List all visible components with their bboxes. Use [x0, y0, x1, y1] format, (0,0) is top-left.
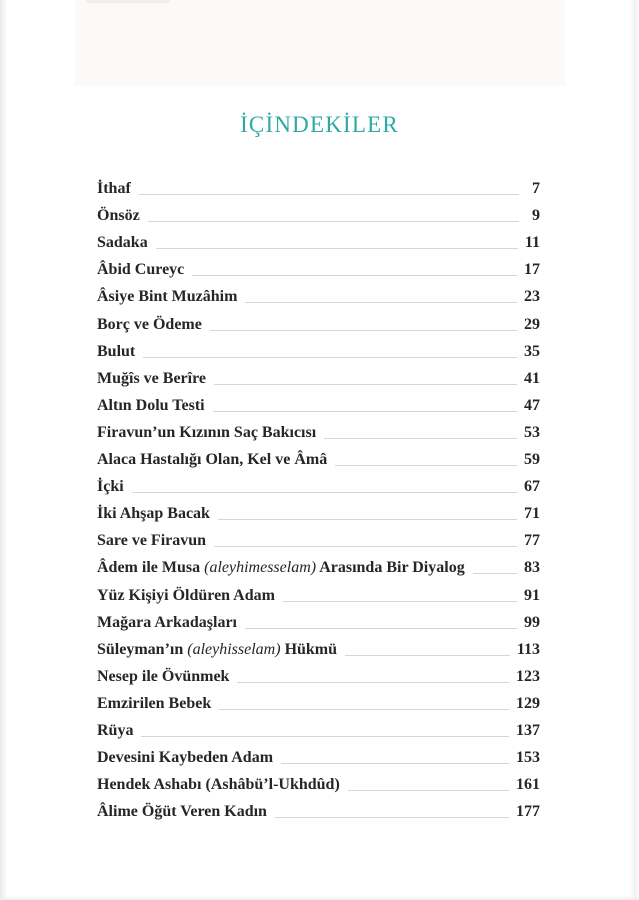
toc-leader-line — [132, 492, 517, 493]
toc-entry[interactable] — [97, 524, 540, 551]
toc-entry[interactable] — [97, 470, 540, 497]
toc-entry-title: Sadaka — [97, 234, 148, 252]
toc-page-number: 77 — [524, 532, 540, 550]
toc-entry[interactable] — [97, 497, 540, 524]
toc-page-number: 7 — [532, 180, 540, 198]
toc-entry-title: Hendek Ashabı (Ashâbü’l-Ukhdûd) — [97, 776, 340, 794]
toc-entry[interactable] — [97, 362, 540, 389]
toc-entry-title: Firavun’un Kızının Saç Bakıcısı — [97, 423, 317, 441]
toc-leader-line — [348, 790, 509, 791]
toc-page-number: 17 — [524, 261, 540, 279]
toc-page-number: 161 — [516, 776, 540, 794]
toc-page-number: 11 — [524, 234, 540, 252]
toc-entry[interactable] — [97, 416, 540, 443]
toc-entry-title: İçki — [97, 478, 124, 496]
toc-entry[interactable] — [97, 389, 540, 416]
toc-leader-line — [148, 221, 519, 222]
toc-entry-title: Borç ve Ödeme — [97, 315, 202, 333]
toc-leader-line — [210, 330, 517, 331]
toc-leader-line — [275, 817, 509, 818]
toc-entry[interactable] — [97, 578, 540, 605]
toc-entry-title: Âdem ile Musa (aleyhimesselam) Arasında Bir Diyalog — [97, 559, 465, 577]
toc-leader-line — [245, 302, 517, 303]
toc-entry-title: Bulut — [97, 342, 136, 360]
toc-entry[interactable] — [97, 307, 540, 334]
toc-leader-line — [345, 655, 510, 656]
toc-entry-title: Altın Dolu Testi — [97, 396, 205, 414]
toc-entry[interactable] — [97, 660, 540, 687]
toc-leader-line — [213, 411, 517, 412]
toc-leader-line — [324, 438, 517, 439]
toc-page-number: 83 — [524, 559, 540, 577]
toc-leader-line — [283, 601, 517, 602]
toc-leader-line — [139, 194, 519, 195]
toc-entry[interactable] — [97, 551, 540, 578]
toc-entry[interactable] — [97, 199, 540, 226]
toc-entry-title: Alaca Hastalığı Olan, Kel ve Âmâ — [97, 451, 328, 469]
toc-page-number: 59 — [524, 451, 540, 469]
toc-leader-line — [219, 709, 509, 710]
toc-entry[interactable] — [97, 633, 540, 660]
toc-page-number: 123 — [516, 667, 540, 685]
toc-page-number: 9 — [532, 207, 540, 225]
toc-leader-line — [143, 357, 517, 358]
toc-entry[interactable] — [97, 795, 540, 822]
toc-leader-line — [192, 275, 517, 276]
toc-page-number: 67 — [524, 478, 540, 496]
toc-entry-title: Emzirilen Bebek — [97, 694, 212, 712]
toc-page-number: 129 — [516, 694, 540, 712]
toc-page-number: 29 — [524, 315, 540, 333]
toc-entry-title: İthaf — [97, 180, 131, 198]
toc-page-number: 23 — [524, 288, 540, 306]
page-edge-bottom — [0, 896, 639, 900]
toc-page-number: 41 — [524, 369, 540, 387]
toc-leader-line — [335, 465, 517, 466]
toc-entry-title: Muğîs ve Berîre — [97, 369, 207, 387]
toc-leader-line — [156, 248, 518, 249]
toc-entry-title: Devesini Kaybeden Adam — [97, 749, 274, 767]
toc-page-number: 99 — [524, 613, 540, 631]
toc-entry-title: Âlime Öğüt Veren Kadın — [97, 803, 267, 821]
toc-leader-line — [245, 628, 517, 629]
toc-page-number: 47 — [524, 396, 540, 414]
toc-entry[interactable] — [97, 687, 540, 714]
toc-page-number: 53 — [524, 423, 540, 441]
toc-page-number: 137 — [516, 721, 540, 739]
toc-leader-line — [141, 736, 509, 737]
toc-entry-title: Mağara Arkadaşları — [97, 613, 237, 631]
toc-entry-title: Yüz Kişiyi Öldüren Adam — [97, 586, 275, 604]
toc-entry-title: Nesep ile Övünmek — [97, 667, 230, 685]
toc-leader-line — [473, 573, 517, 574]
toc-entry[interactable] — [97, 335, 540, 362]
previous-page-remnant — [75, 0, 565, 86]
toc-page-number: 153 — [516, 749, 540, 767]
toc-leader-line — [237, 682, 509, 683]
toc-leader-line — [218, 519, 517, 520]
toc-entry-title: Âbid Cureyc — [97, 261, 185, 279]
toc-entry-title: Rüya — [97, 721, 134, 739]
toc-page-number: 35 — [524, 342, 540, 360]
toc-page-number: 71 — [524, 505, 540, 523]
toc-leader-line — [214, 546, 517, 547]
toc-entry[interactable] — [97, 280, 540, 307]
toc-entry[interactable] — [97, 741, 540, 768]
toc-entry-title: Süleyman’ın (aleyhisselam) Hükmü — [97, 640, 338, 658]
toc-entry[interactable] — [97, 172, 540, 199]
toc-page-number: 113 — [516, 640, 540, 658]
toc-leader-line — [214, 384, 517, 385]
toc-entry[interactable] — [97, 606, 540, 633]
toc-entry-title: Âsiye Bint Muzâhim — [97, 288, 238, 306]
table-of-contents — [97, 172, 540, 822]
toc-entry-title: Sare ve Firavun — [97, 532, 207, 550]
toc-entry-title: Önsöz — [97, 207, 140, 225]
page-title: İÇİNDEKİLER — [240, 112, 399, 137]
toc-page-number: 91 — [524, 586, 540, 604]
scan-artifact — [86, 0, 170, 3]
toc-entry[interactable] — [97, 443, 540, 470]
toc-page-number: 177 — [516, 803, 540, 821]
toc-leader-line — [281, 763, 509, 764]
toc-entry[interactable] — [97, 253, 540, 280]
toc-entry[interactable] — [97, 226, 540, 253]
toc-entry[interactable] — [97, 714, 540, 741]
toc-entry-title: İki Ahşap Bacak — [97, 505, 210, 523]
toc-entry[interactable] — [97, 768, 540, 795]
